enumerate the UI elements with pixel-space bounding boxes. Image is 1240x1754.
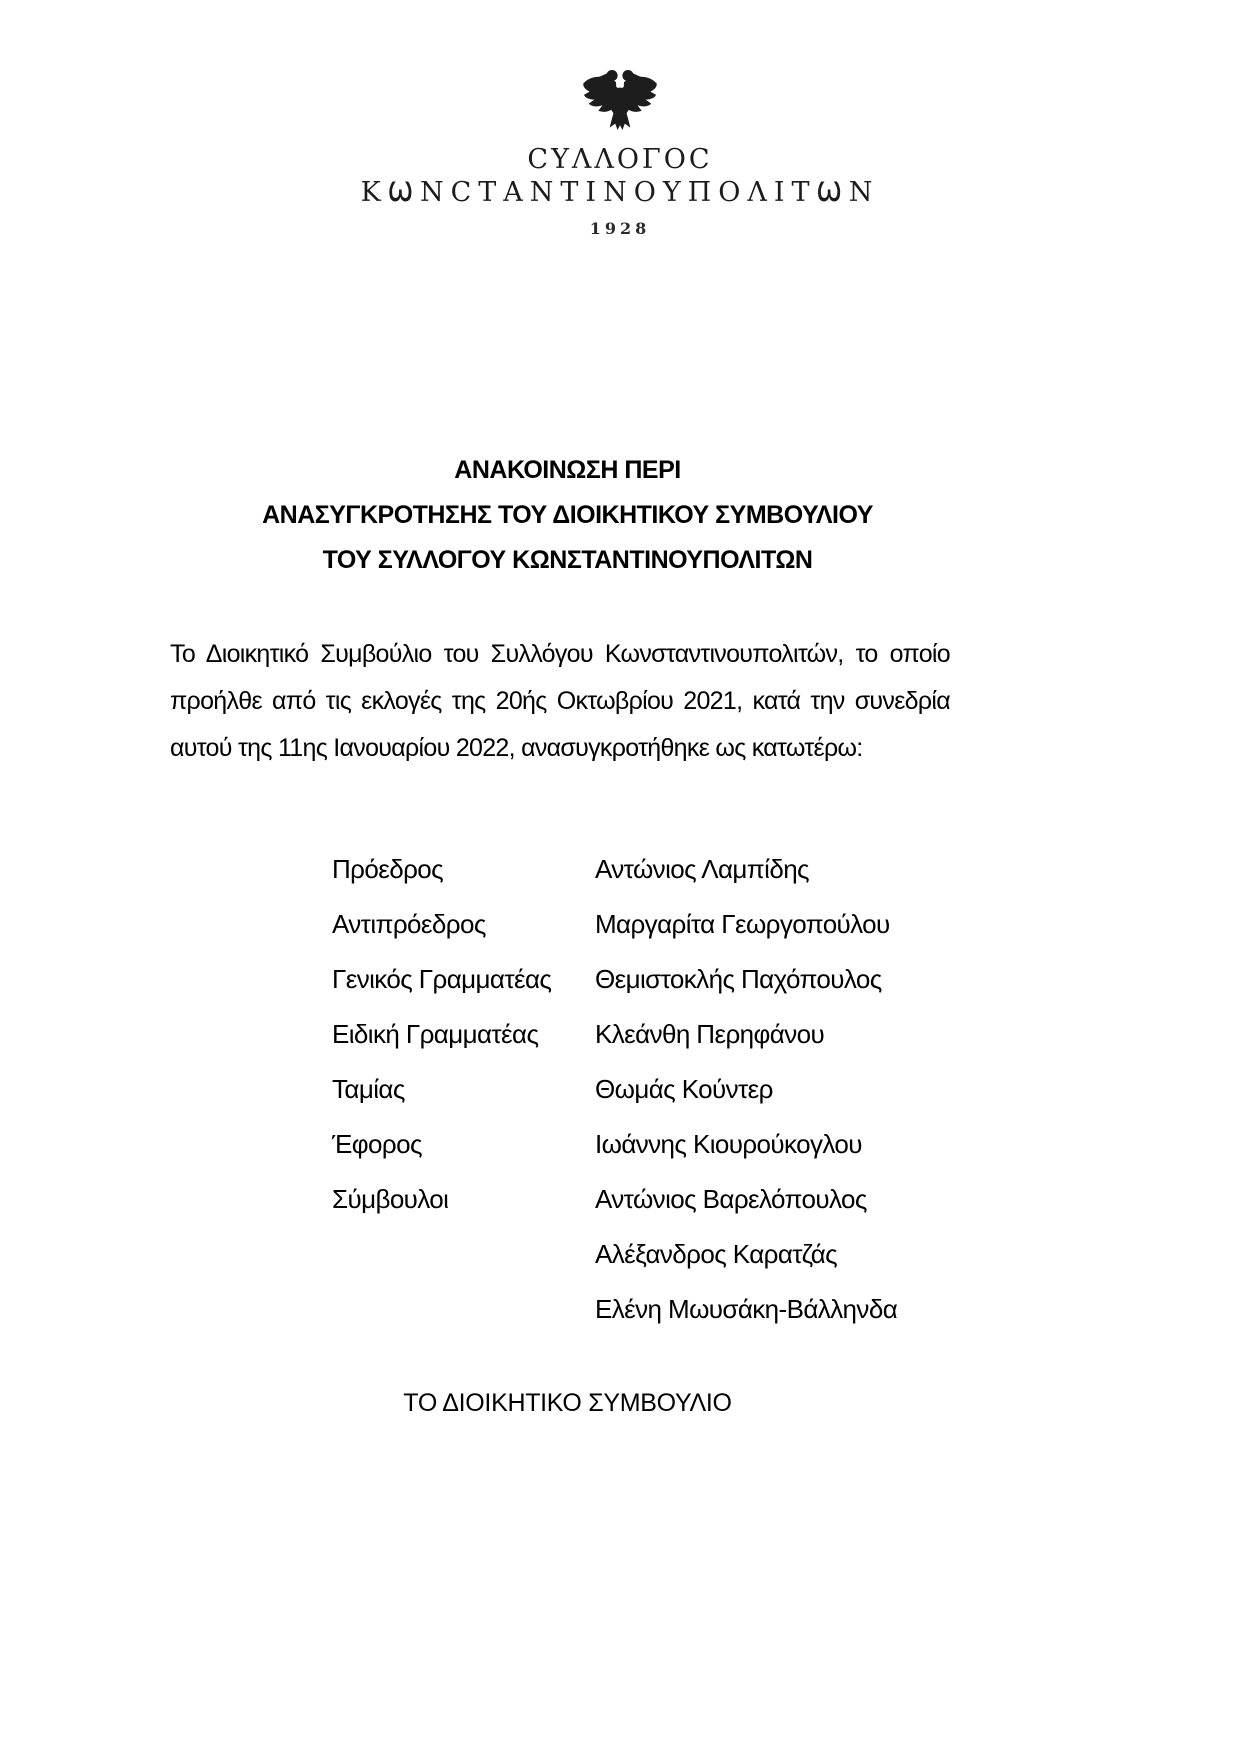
org-founded-year: 1928 <box>589 219 651 238</box>
board-row <box>170 842 965 897</box>
board-member-name: Κλεάνθη Περηφάνου <box>595 1019 825 1049</box>
board-member-name: Αντώνιος Λαμπίδης <box>595 854 809 884</box>
double-headed-eagle-icon <box>579 66 661 130</box>
paragraph-line: αυτού της 11ης Ιανουαρίου 2022, ανασυγκροτήθηκε ως κατωτέρω: <box>170 734 863 762</box>
board-role: Έφορος <box>332 1129 422 1159</box>
title-line-1: ΑΝΑΚΟΙΝΩΣΗ ΠΕΡΙ <box>454 456 681 484</box>
document-body <box>170 448 965 1418</box>
board-role: Ειδική Γραμματέας <box>332 1019 539 1049</box>
board-row <box>170 1227 965 1282</box>
board-member-name: Ιωάννης Κιουρούκογλου <box>595 1129 862 1159</box>
board-member-name: Αντώνιος Βαρελόπουλος <box>595 1184 867 1214</box>
board-row <box>170 1007 965 1062</box>
letterhead <box>0 0 1240 240</box>
board-member-name: Θεμιστοκλής Παχόπουλος <box>595 964 882 994</box>
board-row <box>170 952 965 1007</box>
board-role <box>332 1282 595 1337</box>
org-name-line2: ΚѠΝϹΤΑΝΤΙΝΟΥΠΟΛΙΤѠΝ <box>360 177 880 208</box>
board-row <box>170 1062 965 1117</box>
board-member-name: Ελένη Μωυσάκη-Βάλληνδα <box>595 1294 898 1324</box>
board-role: Πρόεδρος <box>332 854 444 884</box>
board-role <box>332 1227 595 1282</box>
board-row <box>170 1172 965 1227</box>
board-member-name: Μαργαρίτα Γεωργοπούλου <box>595 909 890 939</box>
board-row <box>170 1117 965 1172</box>
board-row <box>170 897 965 952</box>
paragraph-line: Το Διοικητικό Συμβούλιο του Συλλόγου Κωνσταντινουπολιτών, το οποίο <box>170 640 950 668</box>
signature-line: ΤΟ ΔΙΟΙΚΗΤΙΚΟ ΣΥΜΒΟΥΛΙΟ <box>403 1389 732 1417</box>
board-member-name: Αλέξανδρος Καρατζάς <box>595 1239 838 1269</box>
paragraph-line: προήλθε από τις εκλογές της 20ής Οκτωβρίου 2021, κατά την συνεδρία <box>170 687 950 715</box>
board-member-name: Θωμάς Κούντερ <box>595 1074 773 1104</box>
title-line-3: ΤΟΥ ΣΥΛΛΟΓΟΥ ΚΩΝΣΤΑΝΤΙΝΟΥΠΟΛΙΤΩΝ <box>322 546 813 574</box>
board-role: Αντιπρόεδρος <box>332 909 486 939</box>
title-line-2: ΑΝΑΣΥΓΚΡΟΤΗΣΗΣ ΤΟΥ ΔΙΟΙΚΗΤΙΚΟΥ ΣΥΜΒΟΥΛΙΟΥ <box>262 501 873 529</box>
board-row <box>170 1282 965 1337</box>
board-member-list <box>170 842 965 1337</box>
board-role: Σύμβουλοι <box>332 1184 449 1214</box>
board-role: Ταμίας <box>332 1074 405 1104</box>
board-role: Γενικός Γραμματέας <box>332 964 552 994</box>
intro-paragraph <box>170 631 950 772</box>
document-title <box>170 448 965 583</box>
org-name-line1: ϹΥΛΛΟΓΟϹ <box>527 144 713 175</box>
